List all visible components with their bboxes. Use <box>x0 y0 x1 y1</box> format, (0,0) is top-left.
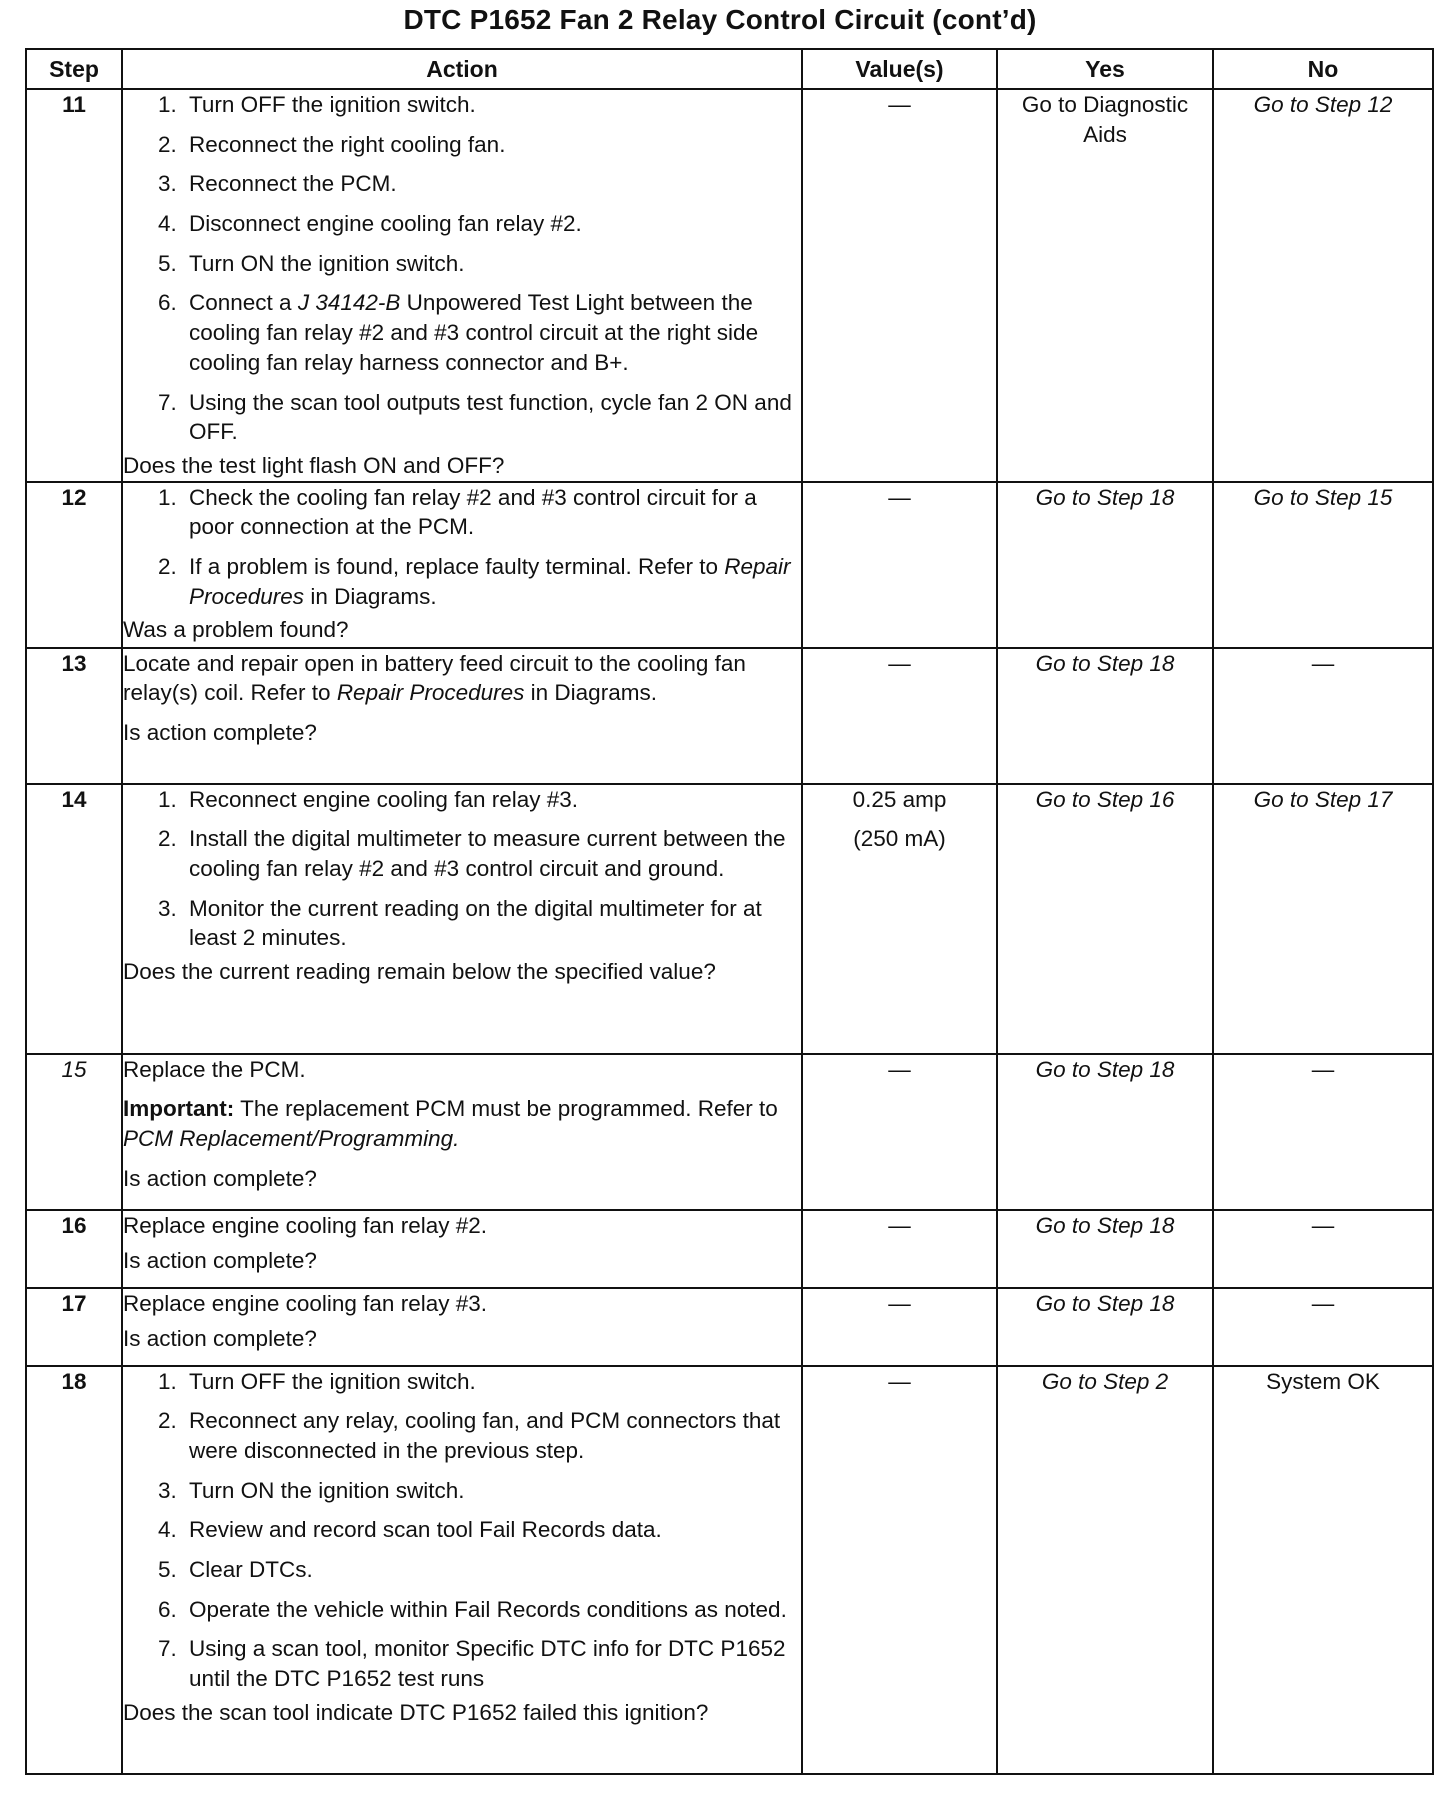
important-label: Important: <box>123 1096 235 1122</box>
list-item: 3. Reconnect the PCM. <box>183 169 801 199</box>
value-cell: — <box>802 1288 997 1366</box>
header-action: Action <box>122 49 802 89</box>
no-cell: Go to Step 17 <box>1213 784 1433 1054</box>
step-number: 11 <box>26 89 122 482</box>
action-steps-list <box>123 1367 801 1694</box>
diagnostic-table <box>25 48 1434 1775</box>
step-number: 12 <box>26 482 122 648</box>
value-line: (250 mA) <box>853 826 946 852</box>
yes-cell: Go to Step 18 <box>997 482 1213 648</box>
yes-cell: Go to Diagnostic Aids <box>997 89 1213 482</box>
manual-reference: Repair Procedures <box>189 553 791 609</box>
table-row-step-16 <box>26 1210 1433 1288</box>
yes-cell: Go to Step 18 <box>997 1054 1213 1210</box>
list-item: 1. Turn OFF the ignition switch. <box>183 1367 801 1397</box>
no-cell: — <box>1213 1288 1433 1366</box>
value-cell <box>802 784 997 1054</box>
item-text: Unpowered Test Light between the cooling fan relay #2 and #3 control circuit at the right side cooling fan relay harness connector and B+. <box>189 290 759 375</box>
action-cell <box>122 1288 802 1366</box>
list-item <box>183 552 801 611</box>
item-text: in Diagrams. <box>304 583 437 609</box>
step-number: 15 <box>26 1054 122 1210</box>
value-cell: — <box>802 648 997 784</box>
action-steps-list <box>123 90 801 447</box>
value-cell: — <box>802 482 997 648</box>
action-question: Is action complete? <box>123 719 317 745</box>
item-text: Locate and repair open in battery feed circuit to the cooling fan relay(s) coil. Refer to <box>123 650 746 706</box>
page-title: DTC P1652 Fan 2 Relay Control Circuit (cont’d) <box>403 4 1037 35</box>
table-row-step-14 <box>26 784 1433 1054</box>
value-line: 0.25 amp <box>852 786 947 812</box>
item-text: in Diagrams. <box>524 680 657 706</box>
step-number: 17 <box>26 1288 122 1366</box>
table-row-step-17 <box>26 1288 1433 1366</box>
no-cell: System OK <box>1213 1366 1433 1774</box>
header-no: No <box>1213 49 1433 89</box>
no-cell: — <box>1213 1054 1433 1210</box>
list-item: 3. Monitor the current reading on the digital multimeter for at least 2 minutes. <box>183 894 801 953</box>
table-row-step-11 <box>26 89 1433 482</box>
no-cell: Go to Step 15 <box>1213 482 1433 648</box>
action-cell <box>122 89 802 482</box>
list-item: 3. Turn ON the ignition switch. <box>183 1476 801 1506</box>
header-yes: Yes <box>997 49 1213 89</box>
manual-reference: PCM Replacement/Programming. <box>123 1125 460 1151</box>
no-cell: — <box>1213 1210 1433 1288</box>
action-text: Replace engine cooling fan relay #2. <box>123 1212 487 1238</box>
list-item: 7. Using the scan tool outputs test function, cycle fan 2 ON and OFF. <box>183 388 801 447</box>
list-item: 1. Reconnect engine cooling fan relay #3. <box>183 785 801 815</box>
action-text <box>123 649 801 708</box>
table-row-step-12 <box>26 482 1433 648</box>
header-step: Step <box>26 49 122 89</box>
action-steps-list <box>123 483 801 612</box>
list-item: 5. Clear DTCs. <box>183 1555 801 1585</box>
list-item: 2. Reconnect the right cooling fan. <box>183 130 801 160</box>
header-values: Value(s) <box>802 49 997 89</box>
table-row-step-18 <box>26 1366 1433 1774</box>
table-row-step-15 <box>26 1054 1433 1210</box>
no-cell: — <box>1213 648 1433 784</box>
action-question: Is action complete? <box>123 1326 317 1352</box>
list-item: 2. Install the digital multimeter to measure current between the cooling fan relay #2 and #3 control circuit and ground. <box>183 824 801 883</box>
list-item: 7. Using a scan tool, monitor Specific DTC info for DTC P1652 until the DTC P1652 test runs <box>183 1634 801 1693</box>
yes-cell: Go to Step 18 <box>997 1210 1213 1288</box>
action-question: Was a problem found? <box>123 617 349 643</box>
step-number: 13 <box>26 648 122 784</box>
important-note <box>123 1094 801 1153</box>
action-cell <box>122 1366 802 1774</box>
list-item: 4. Disconnect engine cooling fan relay #2. <box>183 209 801 239</box>
item-text: If a problem is found, replace faulty terminal. Refer to <box>189 553 725 579</box>
yes-cell: Go to Step 16 <box>997 784 1213 1054</box>
action-question: Does the scan tool indicate DTC P1652 failed this ignition? <box>123 1699 709 1725</box>
step-number: 14 <box>26 784 122 1054</box>
no-cell: Go to Step 12 <box>1213 89 1433 482</box>
action-question: Is action complete? <box>123 1248 317 1274</box>
list-item: 2. Reconnect any relay, cooling fan, and PCM connectors that were disconnected in the previous step. <box>183 1406 801 1465</box>
list-item: 6. Operate the vehicle within Fail Records conditions as noted. <box>183 1595 801 1625</box>
value-cell: — <box>802 1210 997 1288</box>
header-row <box>26 49 1433 89</box>
action-cell <box>122 784 802 1054</box>
action-question: Does the test light flash ON and OFF? <box>123 452 505 478</box>
action-cell <box>122 482 802 648</box>
list-item: 5. Turn ON the ignition switch. <box>183 249 801 279</box>
action-question: Does the current reading remain below the specified value? <box>123 959 716 984</box>
item-text: The replacement PCM must be programmed. Refer to <box>234 1096 778 1122</box>
action-text: Replace the PCM. <box>123 1056 306 1082</box>
action-cell <box>122 648 802 784</box>
step-number: 16 <box>26 1210 122 1288</box>
list-item: 1. Check the cooling fan relay #2 and #3 control circuit for a poor connection at the PCM. <box>183 483 801 542</box>
tool-reference: J 34142-B <box>297 290 401 316</box>
action-steps-list <box>123 785 801 953</box>
item-text: Connect a <box>189 290 298 316</box>
yes-cell: Go to Step 18 <box>997 648 1213 784</box>
list-item: 4. Review and record scan tool Fail Records data. <box>183 1515 801 1545</box>
value-cell: — <box>802 1366 997 1774</box>
manual-reference: Repair Procedures <box>336 680 525 706</box>
value-cell: — <box>802 89 997 482</box>
value-cell: — <box>802 1054 997 1210</box>
action-cell <box>122 1210 802 1288</box>
yes-cell: Go to Step 18 <box>997 1288 1213 1366</box>
list-item: 1. Turn OFF the ignition switch. <box>183 90 801 120</box>
action-cell <box>122 1054 802 1210</box>
yes-cell: Go to Step 2 <box>997 1366 1213 1774</box>
action-question: Is action complete? <box>123 1165 317 1191</box>
step-number: 18 <box>26 1366 122 1774</box>
list-item <box>183 288 801 377</box>
action-text: Replace engine cooling fan relay #3. <box>123 1290 487 1316</box>
table-row-step-13 <box>26 648 1433 784</box>
